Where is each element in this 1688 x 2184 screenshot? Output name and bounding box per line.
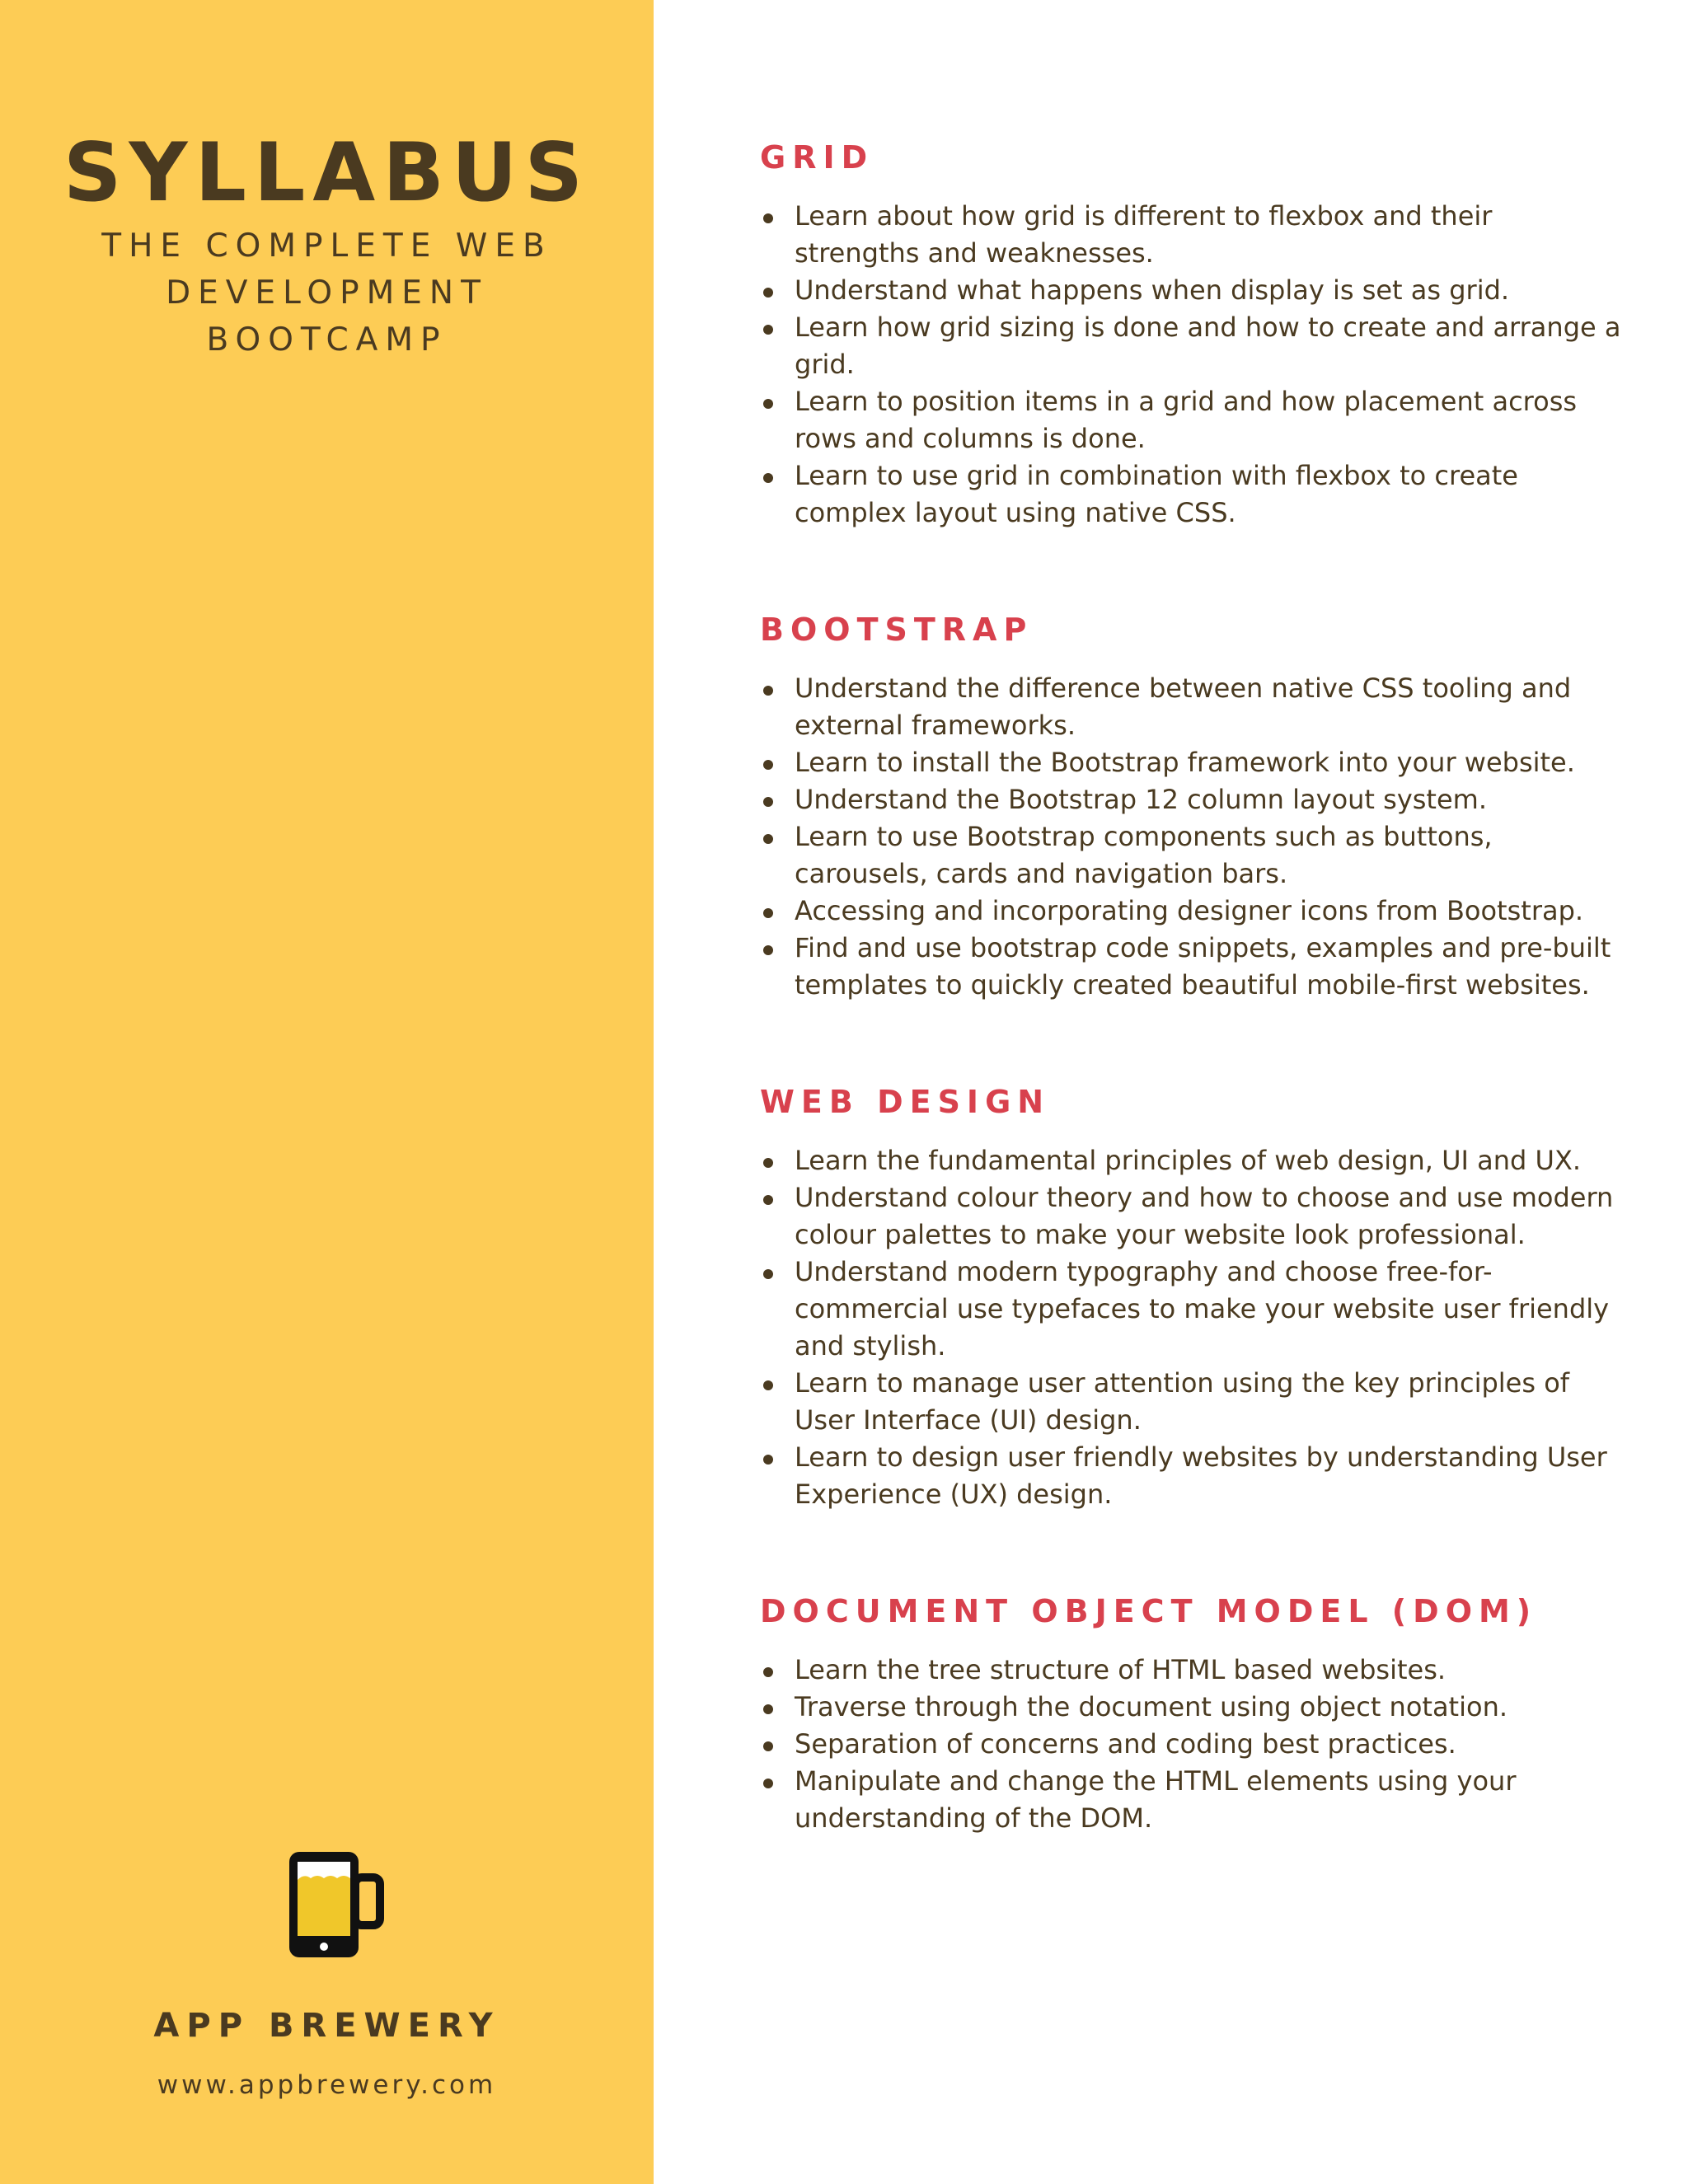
brand-name: APP BREWERY: [153, 2007, 500, 2045]
brand-url[interactable]: www.appbrewery.com: [157, 2070, 497, 2100]
list-item: [760, 930, 1625, 1004]
section-list: [760, 1652, 1625, 1837]
list-item-text: Learn to design user friendly websites by understanding User Experience (UX) design.: [795, 1441, 1607, 1510]
list-item-text: Learn the tree structure of HTML based websites.: [795, 1654, 1447, 1685]
list-item-text: Learn how grid sizing is done and how to create and arrange a grid.: [795, 312, 1621, 380]
list-item-text: Learn to manage user attention using the key principles of User Interface (UI) design.: [795, 1367, 1570, 1436]
course-subtitle: THE COMPLETE WEB DEVELOPMENT BOOTCAMP: [101, 227, 552, 359]
list-item: [760, 1179, 1625, 1254]
list-item: [760, 1689, 1625, 1726]
list-item-text: Find and use bootstrap code snippets, examples and pre-built templates to quickly created beautiful mobile-first websites.: [795, 932, 1611, 1001]
page-title: SYLLABUS: [63, 126, 591, 220]
bullet-icon: [763, 1380, 773, 1390]
list-item-text: Understand what happens when display is set as grid.: [795, 274, 1510, 306]
list-item-text: Understand modern typography and choose free-for-commercial use typefaces to make your website user friendly and stylish.: [795, 1256, 1610, 1361]
list-item-text: Understand the Bootstrap 12 column layout system.: [795, 784, 1487, 815]
bullet-icon: [763, 834, 773, 844]
bullet-icon: [763, 1455, 773, 1465]
list-item-text: Learn to position items in a grid and how placement across rows and columns is done.: [795, 386, 1578, 454]
list-item: [760, 781, 1625, 818]
bullet-icon: [763, 325, 773, 335]
bullet-icon: [763, 1269, 773, 1279]
list-item: [760, 1763, 1625, 1837]
section-title: BOOTSTRAP: [760, 612, 1034, 648]
list-item: [760, 1652, 1625, 1689]
bullet-icon: [763, 797, 773, 807]
list-item-text: Learn to use grid in combination with flexbox to create complex layout using native CSS.: [795, 460, 1518, 528]
section-title: DOCUMENT OBJECT MODEL (DOM): [760, 1593, 1538, 1629]
list-item-text: Learn the fundamental principles of web design, UI and UX.: [795, 1145, 1582, 1176]
bullet-icon: [763, 760, 773, 770]
bullet-icon: [763, 686, 773, 696]
section-grid: [760, 135, 1625, 532]
bullet-icon: [763, 213, 773, 223]
list-item: [760, 272, 1625, 309]
sidebar: [0, 0, 654, 2184]
section-title: WEB DESIGN: [760, 1084, 1051, 1120]
list-item-text: Accessing and incorporating designer icons from Bootstrap.: [795, 895, 1584, 926]
phone-beer-mug-icon: [284, 1849, 387, 1961]
bullet-icon: [763, 945, 773, 955]
list-item: [760, 1142, 1625, 1179]
bullet-icon: [763, 1741, 773, 1751]
section-dom: [760, 1589, 1625, 1837]
bullet-icon: [763, 1158, 773, 1168]
bullet-icon: [763, 1779, 773, 1788]
list-item-text: Manipulate and change the HTML elements using your understanding of the DOM.: [795, 1765, 1517, 1834]
section-bootstrap: [760, 607, 1625, 1004]
section-list: [760, 670, 1625, 1004]
section-web-design: [760, 1080, 1625, 1513]
bullet-icon: [763, 1195, 773, 1205]
list-item: [760, 670, 1625, 744]
section-list: [760, 198, 1625, 532]
section-list: [760, 1142, 1625, 1513]
list-item: [760, 1365, 1625, 1439]
list-item-text: Learn to use Bootstrap components such as buttons, carousels, cards and navigation bars.: [795, 821, 1493, 889]
list-item: [760, 818, 1625, 893]
list-item: [760, 1439, 1625, 1513]
list-item: [760, 383, 1625, 457]
list-item-text: Understand colour theory and how to choose and use modern colour palettes to make your website look professional.: [795, 1182, 1614, 1250]
bullet-icon: [763, 1667, 773, 1677]
list-item: [760, 1254, 1625, 1365]
list-item-text: Separation of concerns and coding best practices.: [795, 1728, 1456, 1760]
list-item: [760, 457, 1625, 532]
bullet-icon: [763, 1704, 773, 1714]
bullet-icon: [763, 399, 773, 409]
list-item-text: Traverse through the document using object notation.: [795, 1691, 1508, 1722]
bullet-icon: [763, 473, 773, 483]
list-item: [760, 1726, 1625, 1763]
syllabus-content: [760, 135, 1625, 1913]
list-item: [760, 309, 1625, 383]
list-item-text: Understand the difference between native CSS tooling and external frameworks.: [795, 673, 1572, 741]
list-item-text: Learn to install the Bootstrap framework into your website.: [795, 747, 1575, 778]
list-item: [760, 744, 1625, 781]
list-item: [760, 198, 1625, 272]
bullet-icon: [763, 908, 773, 918]
list-item: [760, 893, 1625, 930]
bullet-icon: [763, 288, 773, 298]
list-item-text: Learn about how grid is different to flexbox and their strengths and weaknesses.: [795, 200, 1493, 269]
section-title: GRID: [760, 139, 874, 176]
